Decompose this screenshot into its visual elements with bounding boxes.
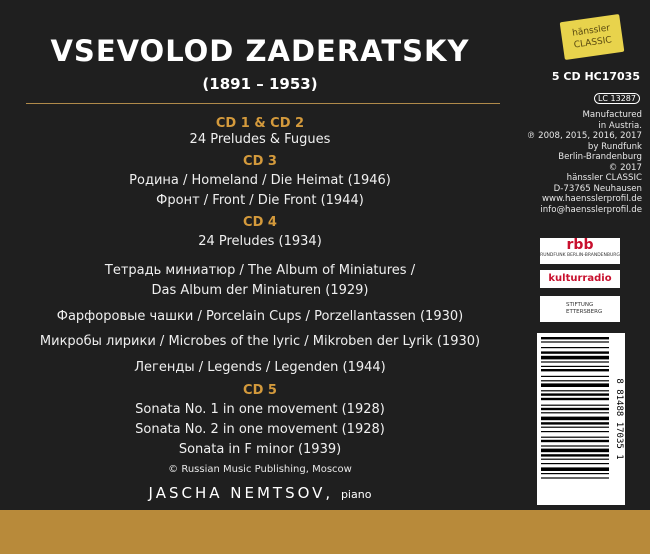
barcode-bar (541, 361, 609, 362)
label-logo-name: hänssler (571, 23, 611, 39)
composer-years: (1891 – 1953) (202, 75, 318, 93)
barcode-bar (541, 445, 609, 446)
barcode-graphic (537, 333, 625, 505)
barcode-bar (541, 398, 609, 400)
cd-heading-1-2: CD 1 & CD 2 (215, 116, 305, 131)
performer-role: piano (340, 488, 372, 501)
stiftung-line-1: STIFTUNG (566, 302, 594, 308)
info-line: in Austria. (598, 120, 642, 131)
barcode-number: 8 81488 17035 1 (614, 378, 624, 460)
track-sonata-1: Sonata No. 1 in one movement (1928) (135, 402, 385, 417)
barcode (537, 333, 625, 505)
manufacturer-info (515, 110, 642, 215)
barcode-bar (541, 454, 609, 456)
barcode-bar (541, 408, 609, 410)
barcode-bar (541, 427, 609, 428)
divider (26, 103, 500, 104)
label-code-text: LC 13287 (594, 93, 640, 104)
info-line: info@haensslerprofil.de (540, 204, 642, 215)
info-line: Berlin-Brandenburg (558, 152, 642, 162)
barcode-bar (541, 437, 609, 438)
label-logo-sub: CLASSIC (573, 35, 613, 51)
barcode-bar (541, 463, 609, 464)
barcode-bar (541, 369, 609, 371)
footer-band (0, 510, 650, 554)
track-porcelain-cups: Фарфоровые чашки / Porcelain Cups / Porzellantassen (1930) (56, 309, 464, 324)
rbb-logo-sub: RUNDFUNK BERLIN-BRANDENBURG (540, 253, 620, 258)
barcode-bar (541, 393, 609, 395)
barcode-bar (541, 459, 609, 460)
barcode-bar (541, 422, 609, 424)
stiftung-line-2: ETTERSBERG (566, 309, 603, 315)
stiftung-logo (540, 296, 620, 322)
barcode-bar (541, 473, 609, 474)
track-sonata-2: Sonata No. 2 in one movement (1928) (135, 422, 385, 437)
barcode-bar (541, 390, 609, 391)
track-24-preludes: 24 Preludes (1934) (198, 234, 322, 249)
barcode-bar (541, 351, 609, 353)
track-preludes-fugues: 24 Preludes & Fugues (189, 132, 331, 147)
barcode-bar (541, 383, 609, 387)
catalog-number: 5 CD HC17035 (551, 70, 640, 83)
info-line: Manufactured (582, 110, 642, 120)
barcode-bar (541, 376, 609, 377)
barcode-bar (541, 405, 609, 406)
barcode-bar (541, 440, 609, 442)
info-line: www.haensslerprofil.de (542, 194, 642, 204)
info-line: by Rundfunk (587, 141, 642, 152)
track-homeland: Родина / Homeland / Die Heimat (1946) (129, 173, 391, 188)
info-line: D-73765 Neuhausen (553, 183, 642, 194)
info-line: © 2017 (608, 162, 642, 173)
barcode-bar (541, 337, 609, 339)
label-code (520, 94, 640, 103)
barcode-bar (541, 380, 609, 381)
barcode-bar (541, 417, 609, 421)
info-line: ℗ 2008, 2015, 2016, 2017 (526, 131, 642, 141)
track-album-miniatures-1: Тетрадь миниатюр / The Album of Miniatures / (104, 263, 416, 278)
cd-heading-5: CD 5 (243, 383, 277, 398)
barcode-bar (541, 412, 609, 413)
barcode-bar (541, 366, 609, 367)
barcode-bar (541, 467, 609, 471)
barcode-bar (541, 431, 609, 432)
track-microbes: Микробы лирики / Microbes of the lyric / Mikroben der Lyrik (1930) (39, 334, 481, 349)
barcode-bar (541, 341, 609, 342)
cd-heading-3: CD 3 (243, 154, 277, 169)
track-album-miniatures-2: Das Album der Miniaturen (1929) (151, 283, 369, 298)
track-legends: Легенды / Legends / Legenden (1944) (134, 360, 386, 375)
rbb-logo (540, 238, 620, 264)
track-front: Фронт / Front / Die Front (1944) (156, 193, 364, 208)
rbb-logo-text: rbb (566, 237, 594, 253)
publisher-credit: © Russian Music Publishing, Moscow (168, 464, 352, 475)
barcode-bar (541, 347, 609, 348)
info-line: hänssler CLASSIC (566, 173, 642, 183)
barcode-bar (541, 477, 609, 478)
cd-heading-4: CD 4 (243, 215, 277, 230)
barcode-bar (541, 356, 609, 360)
performer-credit (20, 484, 500, 502)
composer-name: VSEVOLOD ZADERATSKY (50, 34, 470, 68)
label-logo (560, 14, 625, 60)
performer-name: JASCHA NEMTSOV, (148, 484, 334, 502)
kulturradio-logo: kulturradio (540, 270, 620, 288)
track-sonata-f-minor: Sonata in F minor (1939) (178, 442, 342, 457)
barcode-bar (541, 449, 609, 453)
